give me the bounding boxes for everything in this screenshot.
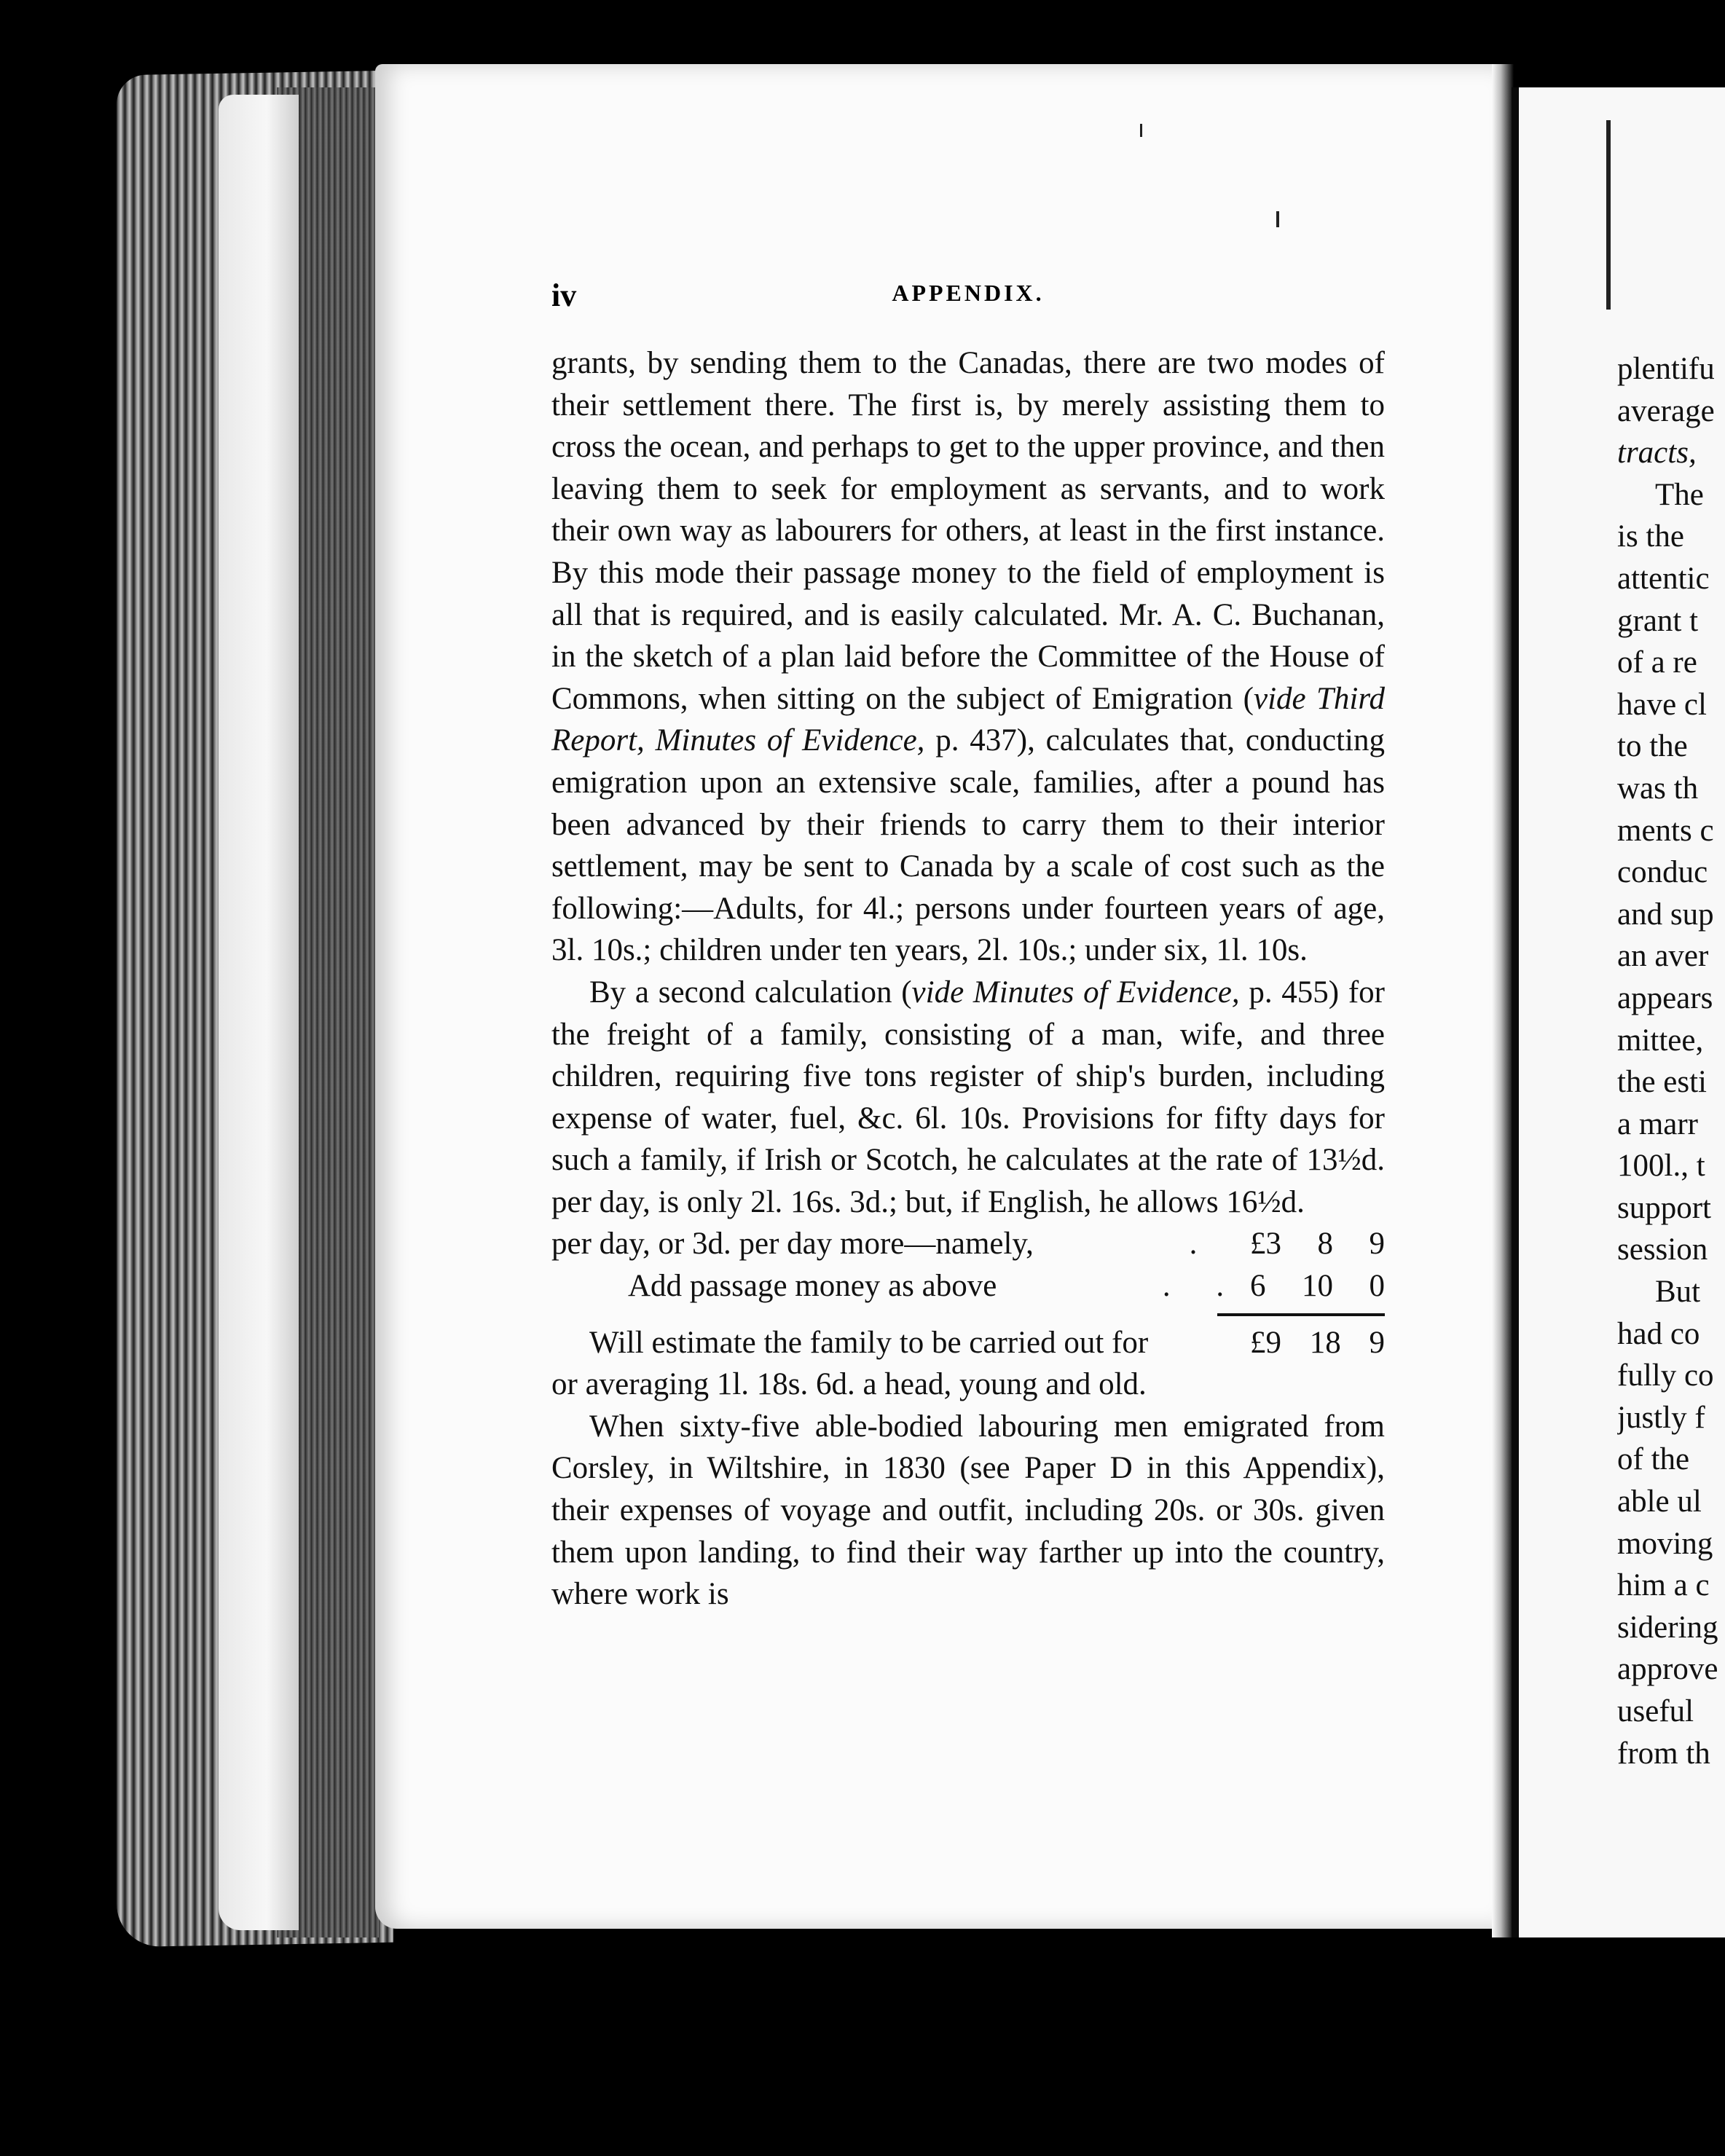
- right-line: 100l., t: [1617, 1149, 1705, 1184]
- right-line: support: [1617, 1190, 1711, 1225]
- right-line: moving: [1617, 1526, 1713, 1561]
- page-header: [551, 277, 1385, 313]
- paragraph-1: grants, by sending them to the Canadas, there are two modes of their settlement there. The first is, by merely assisting them to cross the ocean, and perhaps to get to the upper province, and then leaving them to seek for employment as servants, and to work their own way as labourers for others, at least in the first instance. By this mode their passage money to the field of employment is all that is required, and is easily calculated. Mr. A. C. Buchanan, in the sketch of a plan laid before the Committee of the House of Commons, when sitting on the subject of Emigration (vide Third Report, Minutes of Evidence, p. 437), calculates that, conducting emigration upon an extensive scale, families, after a pound has been advanced by their friends to carry them to their interior settlement, may be sent to Canada by a scale of cost such as the following:—Adults, for 4l.; persons under fourteen years of age, 3l. 10s.; children under ten years, 2l. 10s.; under six, 1l. 10s.: [551, 346, 1385, 968]
- right-line: the esti: [1617, 1065, 1707, 1100]
- page-body: [551, 342, 1385, 1616]
- right-line: is the: [1617, 519, 1684, 554]
- paragraph-4: When sixty-five able-bodied labouring men emigrated from Corsley, in Wiltshire, in 1830 (see Paper D in this Appendix), their expenses of voyage and outfit, including 20s. or 30s. given them upon landing, to find their way farther up into the country, where work is: [551, 1409, 1385, 1612]
- right-line: had co: [1617, 1316, 1700, 1351]
- right-page-text: [1617, 348, 1725, 1774]
- right-line: attentic: [1617, 561, 1710, 596]
- right-line: of a re: [1617, 645, 1697, 680]
- right-line: mittee,: [1617, 1023, 1704, 1058]
- right-line: from th: [1617, 1736, 1710, 1771]
- cost-row-provisions: per day, or 3d. per day more—namely, . £3 8 9: [551, 1227, 1385, 1262]
- right-line: grant t: [1617, 603, 1699, 638]
- right-line: The: [1655, 477, 1704, 512]
- right-line: and sup: [1617, 897, 1714, 932]
- right-line: able ul: [1617, 1484, 1702, 1519]
- right-line: But: [1655, 1275, 1701, 1310]
- right-line: have cl: [1617, 687, 1707, 722]
- right-line: useful: [1617, 1694, 1694, 1728]
- right-line: of the: [1617, 1442, 1690, 1477]
- right-line: appears: [1617, 980, 1713, 1015]
- right-line: ments c: [1617, 813, 1714, 848]
- right-line: fully co: [1617, 1358, 1714, 1393]
- paragraph-3-tail: or averaging 1l. 18s. 6d. a head, young and old.: [551, 1367, 1147, 1402]
- cost-row-passage: Add passage money as above . . 6 10 0: [628, 1269, 1385, 1304]
- right-line: was th: [1617, 771, 1699, 806]
- sum-rule: [1217, 1313, 1385, 1316]
- page-number: iv: [551, 278, 577, 313]
- right-line: a marr: [1617, 1106, 1699, 1141]
- right-line: session: [1617, 1232, 1708, 1267]
- right-line: justly f: [1617, 1400, 1705, 1435]
- right-line: him a c: [1617, 1568, 1710, 1603]
- right-line: an aver: [1617, 939, 1709, 974]
- paragraph-2: By a second calculation (vide Minutes of Evidence, p. 455) for the freight of a family, consisting of a man, wife, and three children, requiring five tons register of ship's burden, including expense of water, fuel, &c. 6l. 10s. Provisions for fifty days for such a family, if Irish or Scotch, he calculates at the rate of 13½d. per day, is only 2l. 16s. 3d.; but, if English, he allows 16½d.: [551, 975, 1385, 1219]
- speck: [1140, 124, 1142, 137]
- gutter: [1492, 64, 1514, 1937]
- running-head: APPENDIX.: [892, 280, 1045, 306]
- right-line: tracts,: [1617, 436, 1697, 471]
- speck: [1276, 211, 1279, 227]
- page-curl-mark: [1606, 120, 1611, 310]
- right-line: conduc: [1617, 855, 1708, 890]
- cost-row-total: Will estimate the family to be carried out for £9 18 9: [589, 1325, 1385, 1360]
- right-line: plentifu: [1617, 352, 1715, 386]
- right-line: to the: [1617, 729, 1688, 764]
- right-line: sidering: [1617, 1610, 1718, 1645]
- page-edges-light: [219, 95, 299, 1930]
- right-line: approve: [1617, 1652, 1718, 1687]
- right-line: average: [1617, 393, 1715, 428]
